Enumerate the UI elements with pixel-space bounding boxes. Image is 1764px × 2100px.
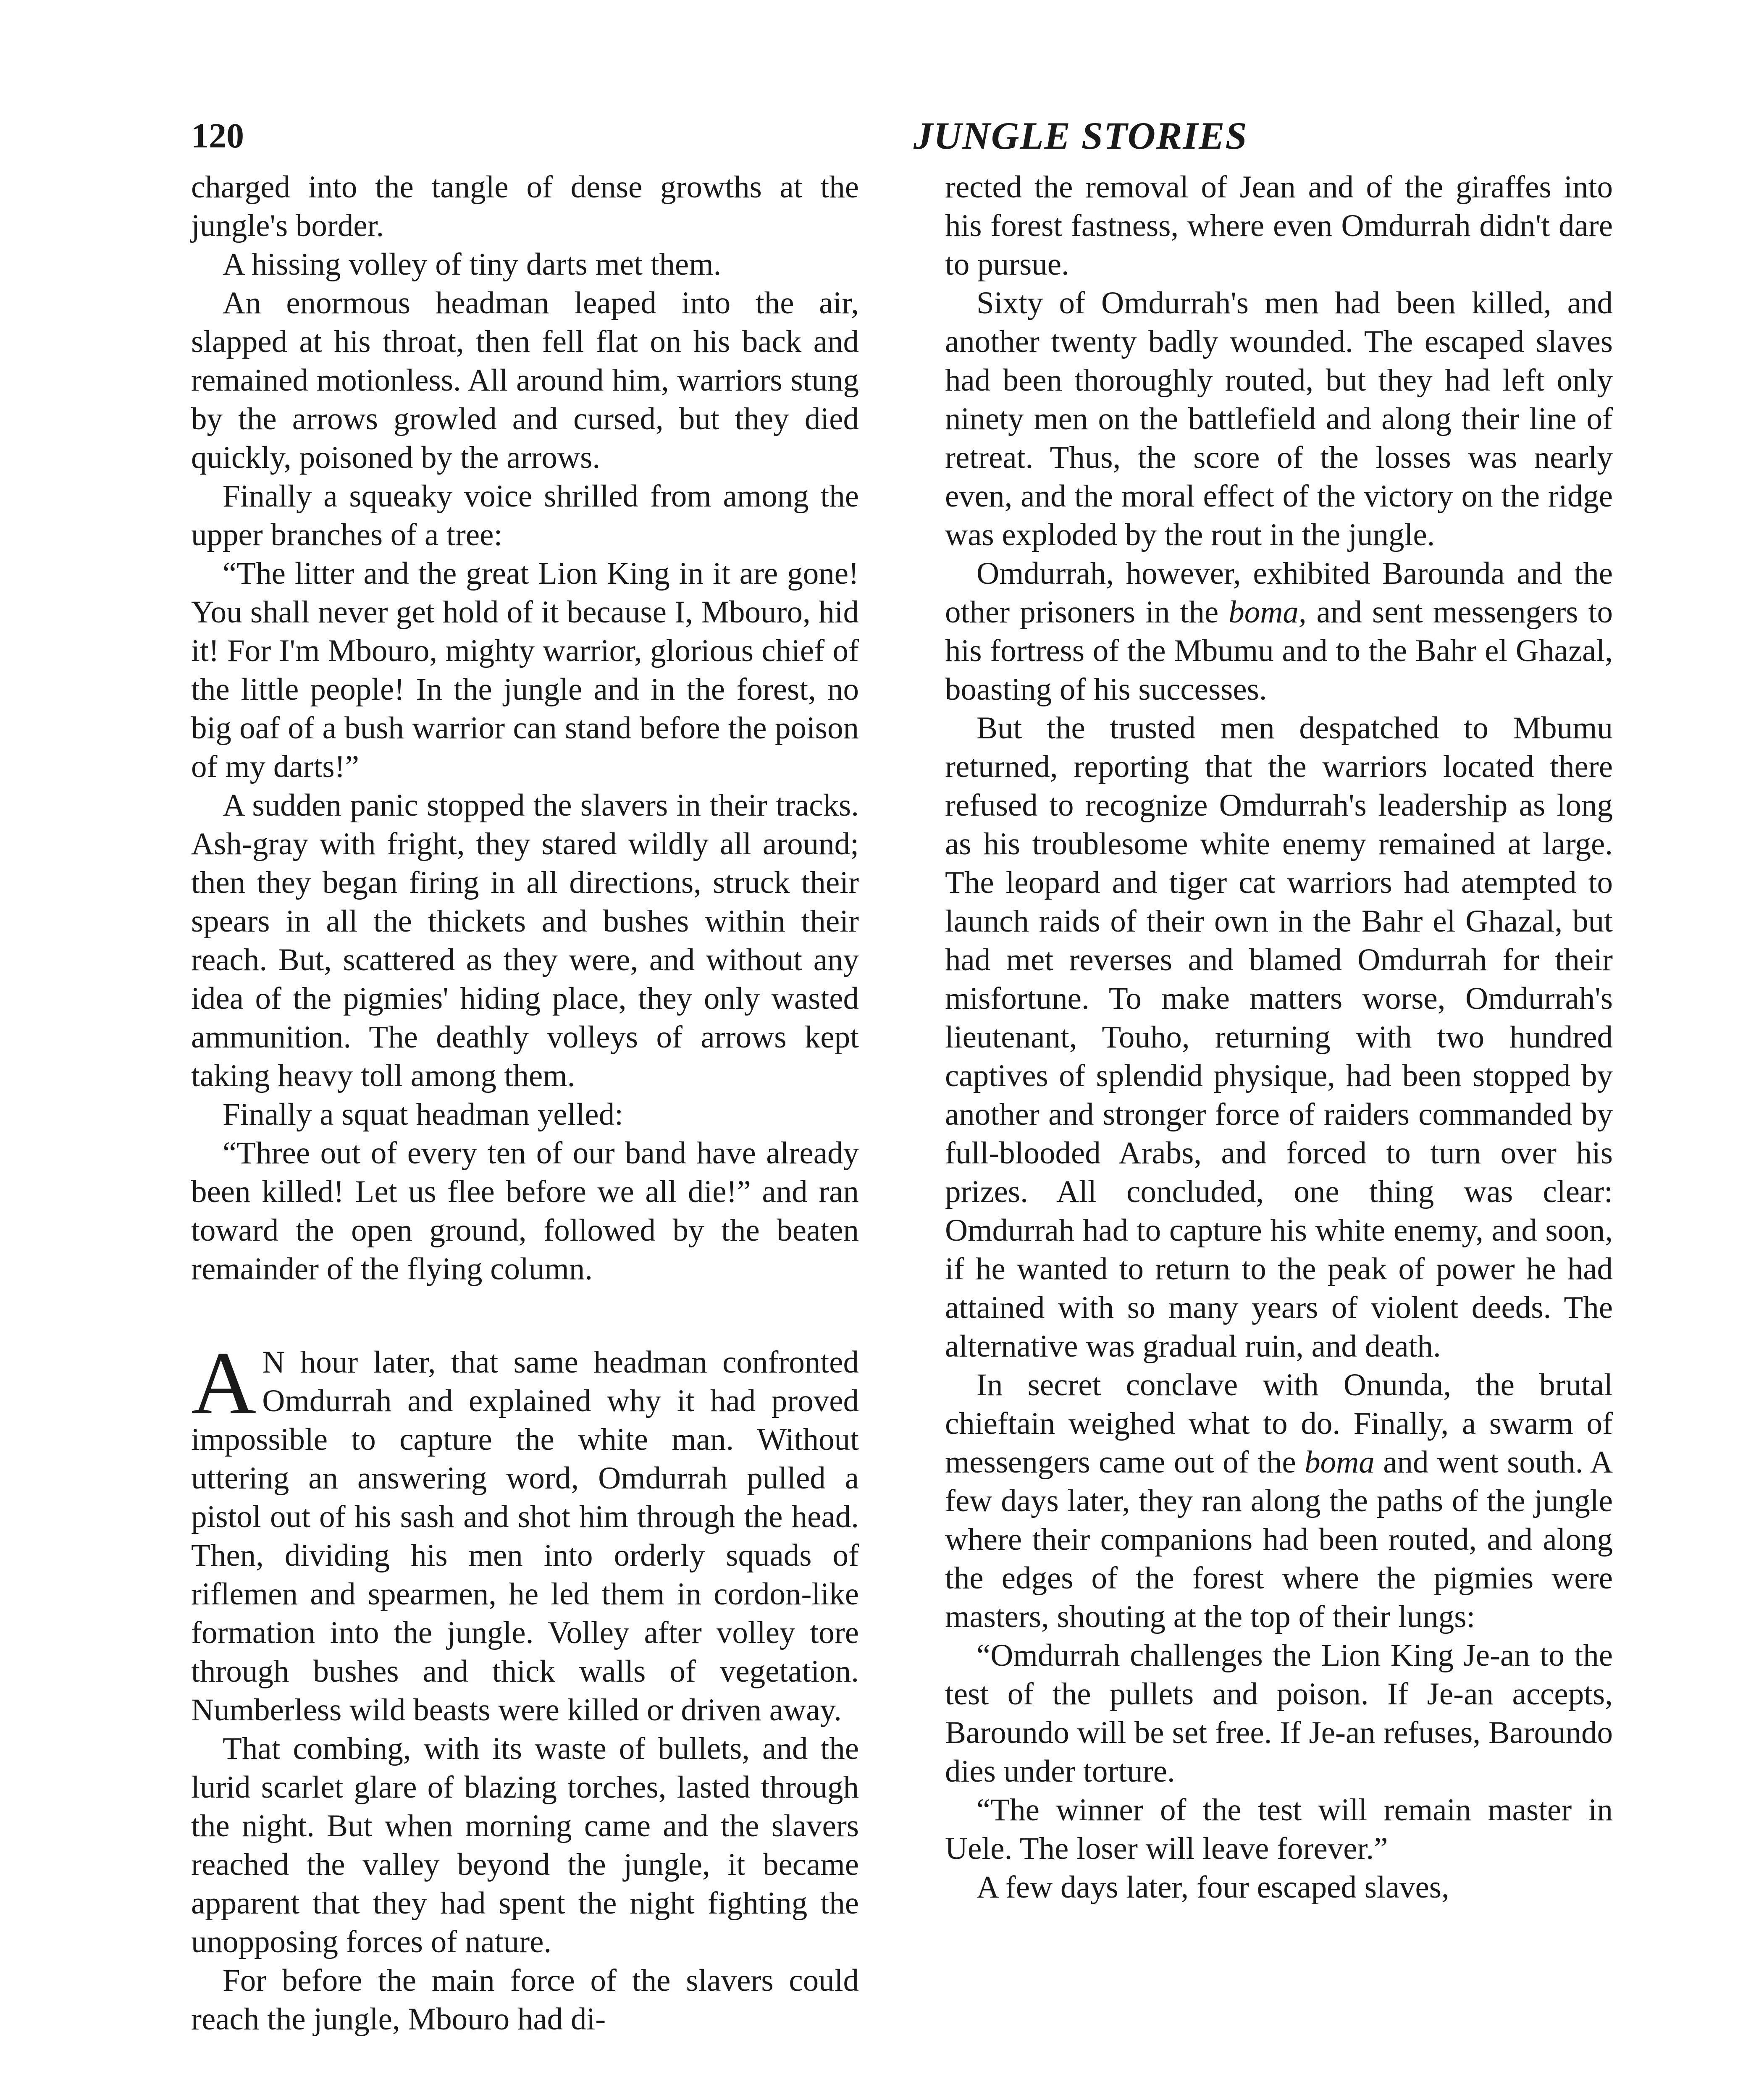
paragraph: For before the main force of the slavers could reach the jungle, Mbouro had di- [191,1963,859,2037]
paragraph: “The winner of the test will remain master in Uele. The loser will leave forever.” [945,1793,1613,1866]
paragraph: A sudden panic stopped the slavers in their tracks. Ash-gray with fright, they stared wildly all around; then they began firing in all directions, struck their spears in all the thickets and bushes within their reach. But, scattered as they were, and without any idea of the pigmies' hiding place, they only wasted ammunition. The deathly volleys of arrows kept taking heavy toll among them. [191,788,859,1093]
drop-cap: A [191,1333,257,1433]
paragraph: Sixty of Omdurrah's men had been killed, and another twenty badly wounded. The escaped slaves had been thoroughly routed, but they had left only ninety men on the battlefield and along their line of retreat. Thus, the score of the losses was nearly even, and the moral effect of the victory on the ridge was exploded by the rout in the jungle. [945,286,1613,552]
paragraph-text: and went south. A few days later, they ran along the paths of the jungle where their companions had been routed, and along the edges of the forest where the pigmies were masters, shouting at the top of their lungs: [945,1445,1613,1634]
paragraph: But the trusted men despatched to Mbumu returned, reporting that the warriors located there refused to recognize Omdurrah's leadership as long as his troublesome white enemy remained at large. The leopard and tiger cat warriors had atempted to launch raids of their own in the Bahr el Ghazal, but had met reverses and blamed Omdurrah for their misfortune. To make matters worse, Omdurrah's lieutenant, Touho, returning with two hundred captives of splendid physique, had been stopped by another and stronger force of raiders commanded by full-blooded Arabs, and forced to turn over his prizes. All concluded, one thing was clear: Omdurrah had to capture his white enemy, and soon, if he wanted to return to the peak of power he had attained with so many years of violent deeds. The alternative was gradual ruin, and death. [945,711,1613,1364]
paragraph: “Three out of every ten of our band have already been killed! Let us flee before we all die!” and ran toward the open ground, followed by the beaten remainder of the flying column. [191,1136,859,1286]
paragraph: Finally a squat headman yelled: [223,1097,623,1132]
paragraph-text: Omdurrah, however, exhibited Barounda and the other prisoners in the [945,556,1613,630]
italic-word: boma [1305,1445,1375,1480]
paragraph-text: In secret conclave with Onunda, the brutal chieftain weighed what to do. Finally, a swarm of messengers came out of the [945,1368,1613,1480]
paragraph: That combing, with its waste of bullets, and the lurid scarlet glare of blazing torches, lasted through the night. But when morning came and the slavers reached the valley beyond the jungle, it became apparent that they had spent the night fighting the unopposing forces of nature. [191,1731,859,1959]
paragraph-text: and sent messengers to his fortress of the Mbumu and to the Bahr el Ghazal, boasting of his successes. [945,595,1613,707]
paragraph [945,554,1613,709]
paragraph: “Omdurrah challenges the Lion King Je-an to the test of the pullets and poison. If Je-an accepts, Baroundo will be set free. If Je-an refuses, Baroundo dies under torture. [945,1638,1613,1789]
left-column [191,168,859,2039]
paragraph [945,1366,1613,1636]
paragraph: “The litter and the great Lion King in it are gone! You shall never get hold of it because I, Mbouro, hid it! For I'm Mbouro, mighty warrior, glorious chief of the little people! In the jungle and in the forest, no big oaf of a bush warrior can stand before the poison of my darts!” [191,556,859,784]
paragraph-text: N hour later, that same headman confronted Omdurrah and explained why it had proved impossible to capture the white man. Without uttering an answering word, Omdurrah pulled a pistol out of his sash and shot him through the head. Then, dividing his men into orderly squads of riflemen and spearmen, he led them in cordon-like formation into the jungle. Volley after volley tore through bushes and thick walls of vegetation. Numberless wild beasts were killed or driven away. [191,1345,859,1727]
running-title: JUNGLE STORIES [914,114,1248,157]
italic-word: boma, [1228,595,1307,630]
paragraph: rected the removal of Jean and of the giraffes into his forest fastness, where even Omdurrah didn't dare to pursue. [945,170,1613,282]
paragraph: A hissing volley of tiny darts met them. [223,247,722,282]
paragraph: An enormous headman leaped into the air, slapped at his throat, then fell flat on his back and remained motionless. All around him, warriors stung by the arrows growled and cursed, but they died quickly, poisoned by the arrows. [191,286,859,475]
paragraph: charged into the tangle of dense growths at the jungle's border. [191,170,859,243]
page-number: 120 [191,116,244,155]
paragraph: A few days later, four escaped slaves, [976,1870,1449,1905]
page-header [191,107,1571,170]
paragraph: Finally a squeaky voice shrilled from among the upper branches of a tree: [191,479,859,552]
section-opening-paragraph [191,1333,859,1730]
right-column [945,168,1613,1907]
